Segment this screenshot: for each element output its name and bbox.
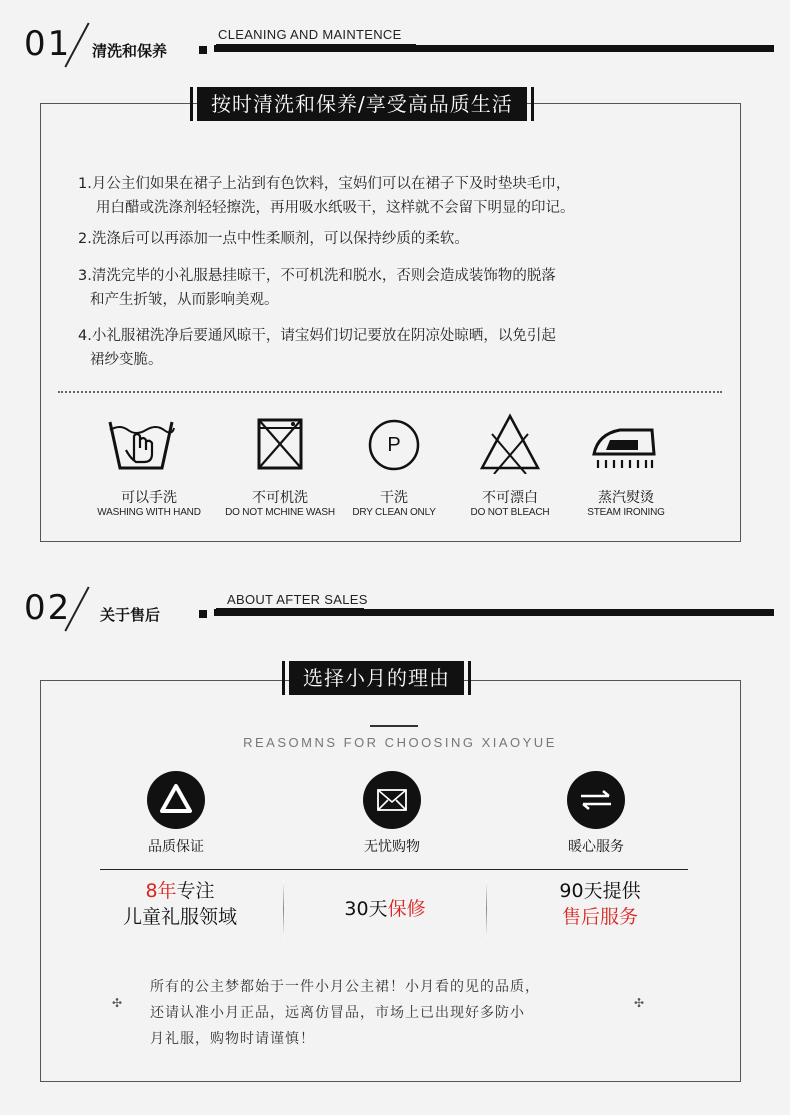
triangle-icon (147, 771, 205, 829)
feature-warranty-black: 30天 (344, 898, 388, 920)
cleaning-banner (190, 87, 534, 121)
feature-divider-1 (283, 880, 284, 938)
subtitle-rule (370, 725, 418, 727)
section1-number: 01 (24, 24, 72, 64)
feature-warranty (310, 896, 460, 922)
reasons-subtitle: REASOMNS FOR CHOOSING XIAOYUE (243, 735, 557, 750)
left-cross-icon: ✣ (112, 996, 123, 1010)
reason-worry-free-label: 无忧购物 (364, 839, 420, 855)
care-item-4 (78, 324, 556, 372)
care-item-1-line1: 1.月公主们如果在裙子上沾到有色饮料，宝妈们可以在裙子下及时垫块毛巾， (78, 176, 571, 192)
no-machine-wash-label-en: DO NOT MCHINE WASH (225, 507, 335, 518)
care-item-1 (78, 172, 575, 220)
care-item-3-line2: 和产生折皱，从而影响美观。 (90, 292, 279, 308)
reasons-banner-text: 选择小月的理由 (289, 661, 464, 695)
no-machine-wash-label: 不可机洗 (252, 490, 308, 506)
steam-iron-icon (590, 420, 660, 476)
hand-wash-label-en: WASHING WITH HAND (97, 507, 201, 518)
section2-number: 02 (24, 588, 72, 628)
dry-clean-label: 干洗 (380, 490, 408, 506)
dry-clean-icon (366, 417, 422, 477)
feature-years-black: 专注 (176, 880, 215, 902)
section1-title-cn: 清洗和保养 (92, 42, 168, 60)
care-item-2-line1: 2.洗涤后可以再添加一点中性柔顺剂，可以保持纱质的柔软。 (78, 231, 469, 247)
steam-iron-label: 蒸汽熨烫 (598, 490, 654, 506)
right-cross-icon: ✣ (634, 996, 645, 1010)
no-bleach-icon (478, 412, 542, 478)
feature-years-red: 8年 (145, 880, 177, 902)
dry-clean-symbol: P (387, 434, 401, 456)
section2-title-en: ABOUT AFTER SALES (227, 592, 368, 607)
note-line-2: 还请认准小月正品，远离仿冒品，市场上已出现好多防小 (150, 1005, 525, 1021)
banner-left-cap (190, 87, 193, 121)
section1-title-en: CLEANING AND MAINTENCE (218, 27, 402, 42)
care-item-3-line1: 3.清洗完毕的小礼服悬挂晾干，不可机洗和脱水，否则会造成装饰物的脱落 (78, 268, 556, 284)
care-item-1-line2: 用白醋或洗涤剂轻轻擦洗，再用吸水纸吸干，这样就不会留下明显的印记。 (96, 200, 575, 216)
envelope-icon (363, 771, 421, 829)
feature-years-line2: 儿童礼服领域 (122, 906, 237, 928)
feature-warranty-red: 保修 (387, 898, 426, 920)
note-line-3: 月礼服，购物时请谨慎！ (150, 1031, 315, 1047)
dry-clean-label-en: DRY CLEAN ONLY (352, 507, 436, 518)
cleaning-banner-text: 按时清洗和保养/享受高品质生活 (197, 87, 527, 121)
reasons-banner (282, 661, 471, 695)
banner-right-cap (531, 87, 534, 121)
feature-aftersales-line2: 售后服务 (561, 906, 638, 928)
section2-square (199, 610, 207, 618)
feature-aftersales (520, 878, 680, 930)
note-line-1: 所有的公主梦都始于一件小月公主裙！小月看的见的品质， (150, 979, 540, 995)
banner2-right-cap (468, 661, 471, 695)
no-machine-wash-icon (255, 414, 305, 476)
reason-service-label: 暖心服务 (568, 839, 624, 855)
exchange-arrows-icon (567, 771, 625, 829)
no-bleach-label: 不可漂白 (482, 490, 538, 506)
no-bleach-label-en: DO NOT BLEACH (470, 507, 550, 518)
note-text (150, 974, 640, 1052)
care-item-4-line1: 4.小礼服裙洗净后要通风晾干，请宝妈们切记要放在阴凉处晾晒，以免引起 (78, 328, 556, 344)
care-item-3 (78, 264, 556, 312)
feature-aftersales-line1: 90天提供 (559, 880, 641, 902)
hand-wash-icon (106, 414, 176, 476)
section2-bar (214, 609, 774, 616)
feature-divider-2 (486, 880, 487, 938)
reason-quality-label: 品质保证 (148, 839, 204, 855)
section2-title-cn: 关于售后 (100, 606, 161, 624)
feature-years (100, 878, 260, 930)
section1-square (199, 46, 207, 54)
features-rule (100, 869, 688, 870)
banner2-left-cap (282, 661, 285, 695)
dotted-divider (58, 391, 722, 393)
care-item-4-line2: 裙纱变脆。 (90, 352, 163, 368)
hand-wash-label: 可以手洗 (121, 490, 177, 506)
steam-iron-label-en: STEAM IRONING (587, 507, 665, 518)
care-item-2 (78, 227, 469, 251)
section1-bar (214, 45, 774, 52)
